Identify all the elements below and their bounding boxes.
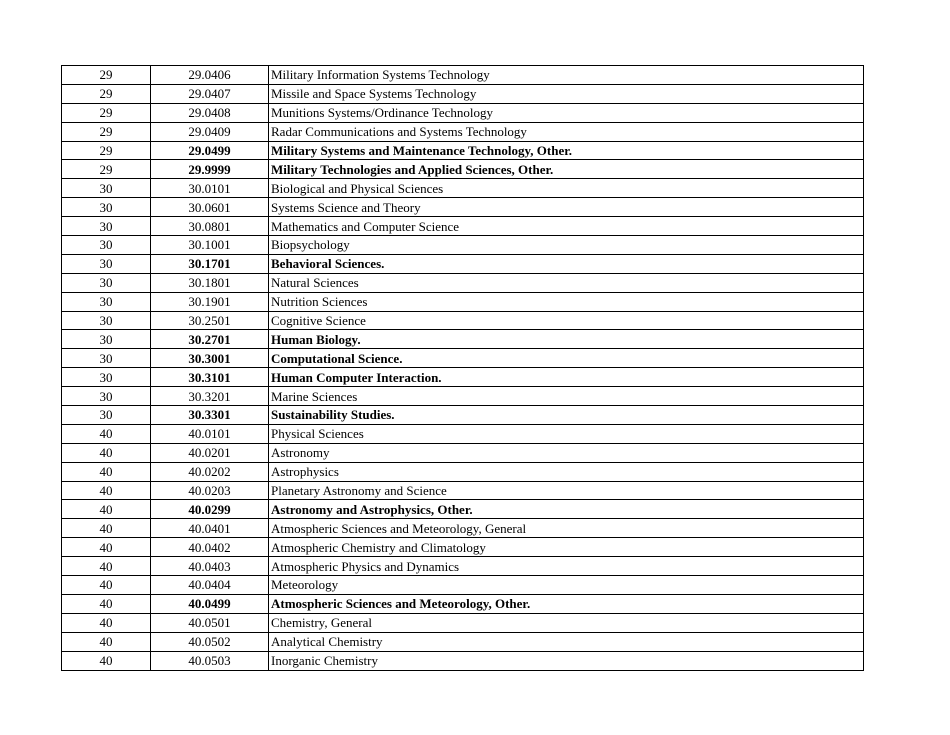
family-cell: 40 (62, 481, 151, 500)
table-row (62, 632, 864, 651)
cip-code-cell: 30.0801 (151, 217, 269, 236)
program-title-cell: Missile and Space Systems Technology (269, 84, 864, 103)
family-cell: 30 (62, 330, 151, 349)
family-cell: 30 (62, 179, 151, 198)
cip-code-cell: 40.0201 (151, 443, 269, 462)
cip-code-cell: 29.0407 (151, 84, 269, 103)
family-cell: 30 (62, 406, 151, 425)
cip-code-cell: 40.0501 (151, 613, 269, 632)
table-row (62, 576, 864, 595)
cip-code-cell: 30.3001 (151, 349, 269, 368)
table-row (62, 613, 864, 632)
cip-code-cell: 29.0408 (151, 103, 269, 122)
cip-code-cell: 29.0499 (151, 141, 269, 160)
table-row (62, 387, 864, 406)
table-row (62, 330, 864, 349)
table-row (62, 311, 864, 330)
program-title-cell: Mathematics and Computer Science (269, 217, 864, 236)
cip-code-cell: 29.0406 (151, 66, 269, 85)
cip-code-cell: 29.9999 (151, 160, 269, 179)
cip-code-cell: 40.0403 (151, 557, 269, 576)
table-body (62, 66, 864, 671)
program-title-cell: Behavioral Sciences. (269, 254, 864, 273)
program-title-cell: Astronomy (269, 443, 864, 462)
table-row (62, 538, 864, 557)
table-row (62, 273, 864, 292)
program-title-cell: Radar Communications and Systems Technology (269, 122, 864, 141)
program-title-cell: Atmospheric Physics and Dynamics (269, 557, 864, 576)
table-row (62, 254, 864, 273)
table-row (62, 122, 864, 141)
table-row (62, 236, 864, 255)
cip-code-cell: 30.1001 (151, 236, 269, 255)
cip-code-cell: 40.0499 (151, 594, 269, 613)
cip-code-cell: 40.0404 (151, 576, 269, 595)
cip-code-cell: 40.0503 (151, 651, 269, 670)
program-title-cell: Nutrition Sciences (269, 292, 864, 311)
cip-code-cell: 40.0402 (151, 538, 269, 557)
program-title-cell: Marine Sciences (269, 387, 864, 406)
family-cell: 40 (62, 538, 151, 557)
program-title-cell: Analytical Chemistry (269, 632, 864, 651)
cip-code-cell: 30.0601 (151, 198, 269, 217)
family-cell: 40 (62, 594, 151, 613)
table-row (62, 141, 864, 160)
table-row (62, 481, 864, 500)
family-cell: 29 (62, 141, 151, 160)
cip-code-cell: 30.2501 (151, 311, 269, 330)
cip-code-cell: 30.3301 (151, 406, 269, 425)
program-title-cell: Astrophysics (269, 462, 864, 481)
family-cell: 40 (62, 651, 151, 670)
program-title-cell: Human Computer Interaction. (269, 368, 864, 387)
family-cell: 29 (62, 66, 151, 85)
program-title-cell: Munitions Systems/Ordinance Technology (269, 103, 864, 122)
program-title-cell: Natural Sciences (269, 273, 864, 292)
family-cell: 40 (62, 519, 151, 538)
table-row (62, 198, 864, 217)
program-title-cell: Biopsychology (269, 236, 864, 255)
family-cell: 29 (62, 122, 151, 141)
table-row (62, 443, 864, 462)
program-title-cell: Cognitive Science (269, 311, 864, 330)
family-cell: 30 (62, 311, 151, 330)
family-cell: 29 (62, 84, 151, 103)
program-title-cell: Military Technologies and Applied Sciences, Other. (269, 160, 864, 179)
program-title-cell: Planetary Astronomy and Science (269, 481, 864, 500)
program-title-cell: Sustainability Studies. (269, 406, 864, 425)
cip-code-cell: 30.2701 (151, 330, 269, 349)
cip-code-cell: 30.3201 (151, 387, 269, 406)
family-cell: 40 (62, 443, 151, 462)
program-title-cell: Atmospheric Sciences and Meteorology, Other. (269, 594, 864, 613)
cip-code-cell: 40.0202 (151, 462, 269, 481)
program-title-cell: Atmospheric Sciences and Meteorology, General (269, 519, 864, 538)
table-row (62, 217, 864, 236)
program-title-cell: Astronomy and Astrophysics, Other. (269, 500, 864, 519)
table-row (62, 651, 864, 670)
cip-code-cell: 40.0101 (151, 424, 269, 443)
family-cell: 30 (62, 236, 151, 255)
program-title-cell: Military Systems and Maintenance Technology, Other. (269, 141, 864, 160)
table-row (62, 500, 864, 519)
family-cell: 30 (62, 254, 151, 273)
program-title-cell: Computational Science. (269, 349, 864, 368)
family-cell: 30 (62, 387, 151, 406)
family-cell: 30 (62, 217, 151, 236)
program-title-cell: Meteorology (269, 576, 864, 595)
program-title-cell: Physical Sciences (269, 424, 864, 443)
table-row (62, 557, 864, 576)
table-row (62, 594, 864, 613)
family-cell: 40 (62, 424, 151, 443)
table-row (62, 66, 864, 85)
cip-code-cell: 30.1701 (151, 254, 269, 273)
cip-code-cell: 30.0101 (151, 179, 269, 198)
table-row (62, 349, 864, 368)
family-cell: 40 (62, 613, 151, 632)
program-title-cell: Inorganic Chemistry (269, 651, 864, 670)
family-cell: 40 (62, 500, 151, 519)
cip-code-cell: 40.0299 (151, 500, 269, 519)
table-row (62, 84, 864, 103)
table-row (62, 292, 864, 311)
program-title-cell: Human Biology. (269, 330, 864, 349)
cip-code-cell: 29.0409 (151, 122, 269, 141)
program-title-cell: Chemistry, General (269, 613, 864, 632)
table-row (62, 462, 864, 481)
table-row (62, 103, 864, 122)
table-row (62, 519, 864, 538)
family-cell: 30 (62, 198, 151, 217)
family-cell: 30 (62, 349, 151, 368)
program-title-cell: Biological and Physical Sciences (269, 179, 864, 198)
family-cell: 40 (62, 557, 151, 576)
family-cell: 40 (62, 576, 151, 595)
program-title-cell: Military Information Systems Technology (269, 66, 864, 85)
cip-code-cell: 40.0502 (151, 632, 269, 651)
family-cell: 29 (62, 103, 151, 122)
family-cell: 29 (62, 160, 151, 179)
table-row (62, 160, 864, 179)
table-row (62, 179, 864, 198)
cip-code-cell: 30.1901 (151, 292, 269, 311)
program-title-cell: Atmospheric Chemistry and Climatology (269, 538, 864, 557)
cip-code-cell: 40.0401 (151, 519, 269, 538)
family-cell: 30 (62, 273, 151, 292)
program-title-cell: Systems Science and Theory (269, 198, 864, 217)
table-row (62, 406, 864, 425)
table-row (62, 424, 864, 443)
family-cell: 30 (62, 368, 151, 387)
family-cell: 40 (62, 632, 151, 651)
cip-code-cell: 30.1801 (151, 273, 269, 292)
cip-code-cell: 30.3101 (151, 368, 269, 387)
family-cell: 30 (62, 292, 151, 311)
family-cell: 40 (62, 462, 151, 481)
cip-code-table (61, 65, 864, 671)
table-row (62, 368, 864, 387)
cip-code-cell: 40.0203 (151, 481, 269, 500)
